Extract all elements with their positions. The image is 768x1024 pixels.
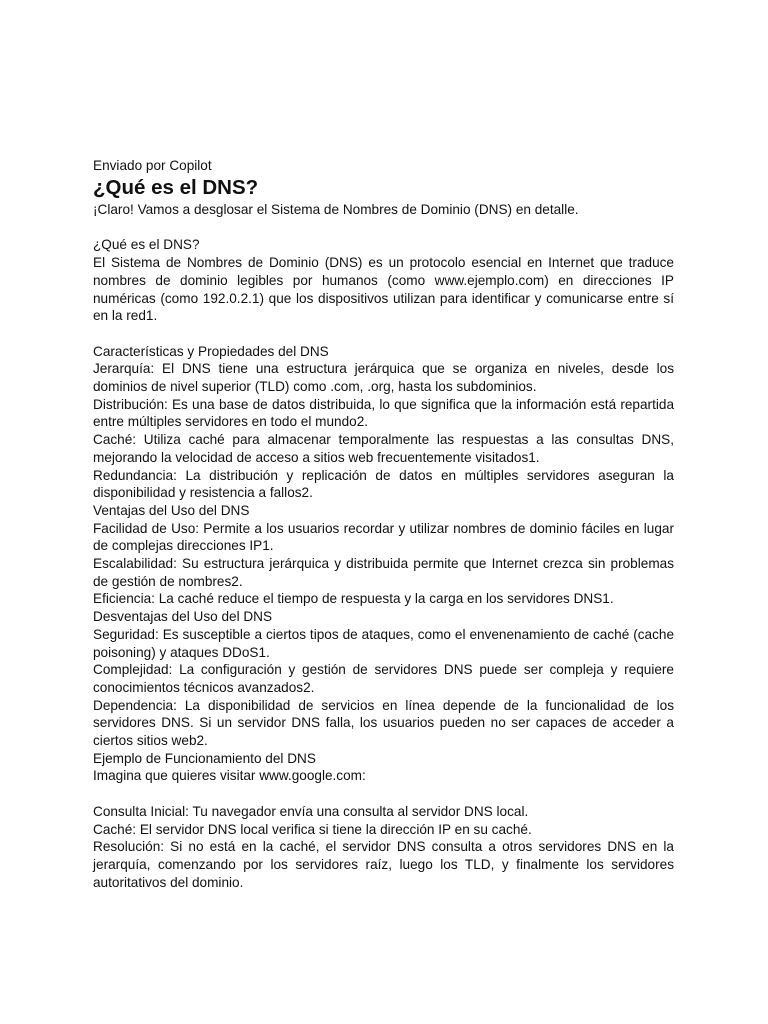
list-item: Redundancia: La distribución y replicación de datos en múltiples servidores aseguran la disponibilidad y resistencia a fallos2. (93, 467, 674, 501)
section-characteristics (93, 343, 674, 786)
page-title: ¿Qué es el DNS? (93, 176, 259, 199)
section-heading: Desventajas del Uso del DNS (93, 609, 273, 625)
section-heading: Ejemplo de Funcionamiento del DNS (93, 750, 316, 766)
section-paragraph: El Sistema de Nombres de Dominio (DNS) es un protocolo esencial en Internet que traduce nombres de dominio legibles por humanos (como www.ejemplo.com) en direcciones IP numéricas (como 192.0.2.1) que los dispositivos utilizan para identificar y comunicarse entre sí en la red1. (93, 255, 674, 324)
section-heading: Características y Propiedades del DNS (93, 343, 329, 359)
list-item: Seguridad: Es susceptible a ciertos tipos de ataques, como el envenenamiento de caché (cache poisoning) y ataques DDoS1. (93, 626, 674, 660)
list-item: Complejidad: La configuración y gestión de servidores DNS puede ser compleja y requiere conocimientos técnicos avanzados2. (93, 662, 674, 695)
section-what-is-dns (93, 236, 674, 325)
list-item: Facilidad de Uso: Permite a los usuarios recordar y utilizar nombres de dominio fáciles en lugar de complejas direcciones IP1. (93, 520, 674, 554)
list-item: Distribución: Es una base de datos distribuida, lo que significa que la información está repartida entre múltiples servidores en todo el mundo2. (93, 396, 674, 430)
list-item: Escalabilidad: Su estructura jerárquica y distribuida permite que Internet crezca sin problemas de gestión de nombres2. (93, 556, 674, 589)
list-item: Caché: Utiliza caché para almacenar temporalmente las respuestas a las consultas DNS, mejorando la velocidad de acceso a sitios web frecuentemente visitados1. (93, 432, 674, 465)
sender-line: Enviado por Copilot (93, 158, 212, 173)
list-item: Consulta Inicial: Tu navegador envía una consulta al servidor DNS local. (93, 803, 529, 819)
list-item: Caché: El servidor DNS local verifica si tiene la dirección IP en su caché. (93, 821, 532, 837)
section-heading: ¿Qué es el DNS? (93, 237, 200, 253)
intro-paragraph: ¡Claro! Vamos a desglosar el Sistema de Nombres de Dominio (DNS) en detalle. (93, 202, 579, 217)
list-item: Resolución: Si no está en la caché, el servidor DNS consulta a otros servidores DNS en la jerarquía, comenzando por los servidores raíz, luego los TLD, y finalmente los servidores autoritativos del dominio. (93, 839, 674, 890)
section-heading: Ventajas del Uso del DNS (93, 502, 250, 518)
list-item: Eficiencia: La caché reduce el tiempo de respuesta y la carga en los servidores DNS1. (93, 591, 614, 607)
section-paragraph: Imagina que quieres visitar www.google.com: (93, 768, 366, 784)
document-page (93, 157, 674, 891)
list-item: Jerarquía: El DNS tiene una estructura jerárquica que se organiza en niveles, desde los dominios de nivel superior (TLD) como .com, .org, hasta los subdominios. (93, 361, 674, 394)
list-item: Dependencia: La disponibilidad de servicios en línea depende de la funcionalidad de los servidores DNS. Si un servidor DNS falla, los usuarios pueden no ser capaces de acceder a ciertos sitios web2. (93, 697, 674, 749)
section-steps (93, 803, 674, 892)
